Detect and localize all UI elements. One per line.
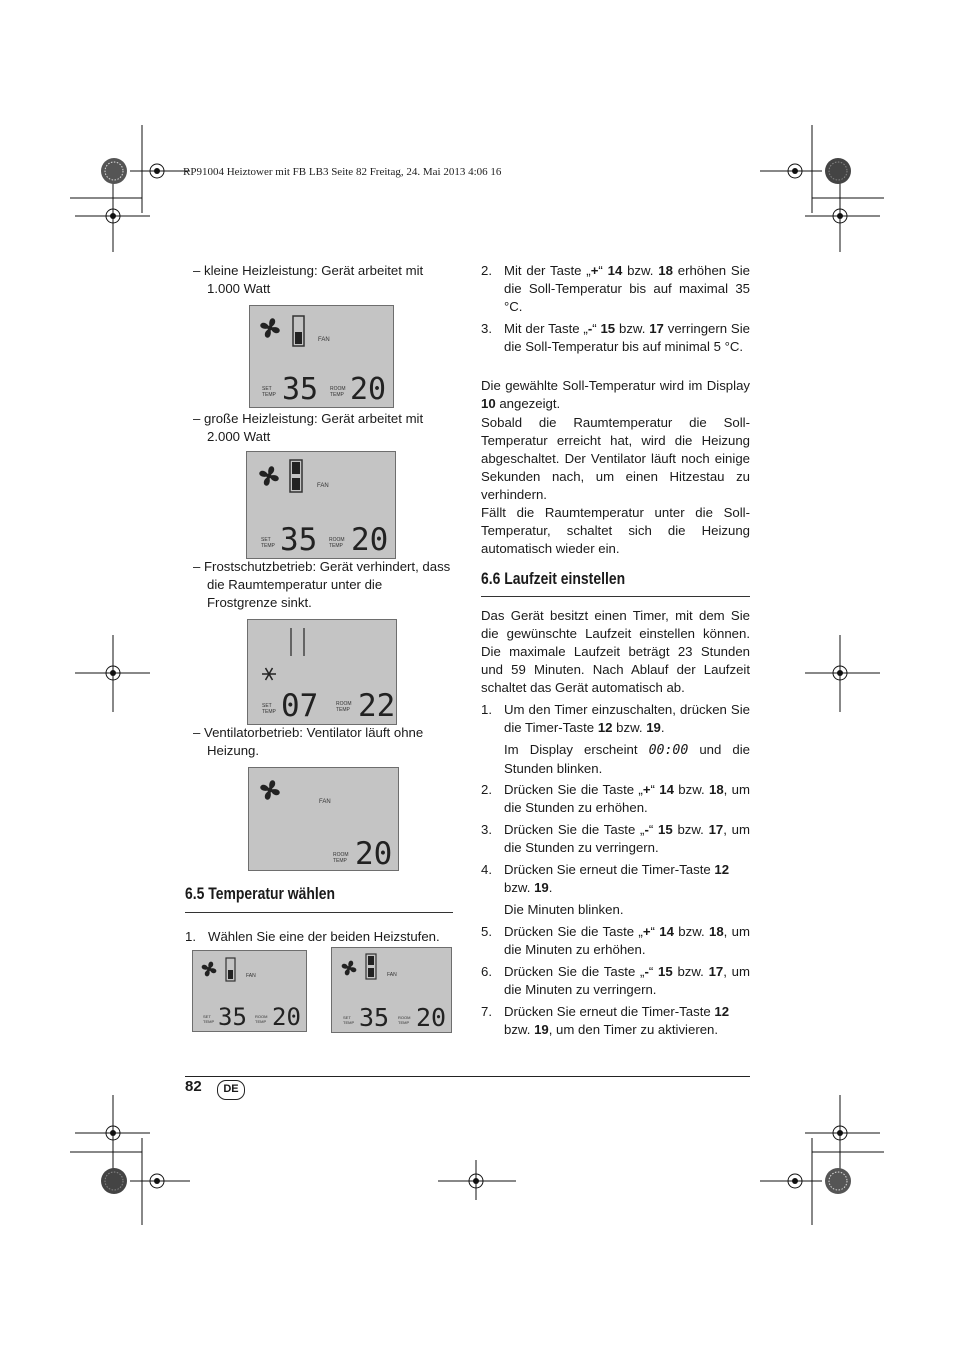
- step-hours-increase: [481, 781, 750, 817]
- step-hours-decrease: [481, 821, 750, 857]
- step-minutes-blink-note: Die Minuten blinken.: [504, 902, 624, 917]
- room-temperature-value: 20: [351, 522, 389, 558]
- language-badge: DE: [217, 1080, 245, 1100]
- paragraph-heating-off: Sobald die Raumtemperatur die Soll-Temperatur erreicht hat, wird die Heizung abgeschaltet. Der Ventilator läuft noch einige Sekunden nach, um einen Hitzestau zu verhindern.: [481, 415, 750, 502]
- room-label: ROOM: [333, 852, 349, 858]
- set-label: SET: [262, 386, 272, 392]
- step-minutes-decrease: [481, 963, 750, 999]
- step-timer-on: [481, 701, 750, 737]
- room-label: ROOM: [398, 1015, 411, 1020]
- step-increase-temperature: [481, 262, 750, 316]
- room-label-temp: TEMP: [255, 1019, 267, 1024]
- step-number: 2.: [481, 782, 492, 797]
- step-number: 7.: [481, 1004, 492, 1019]
- set-temperature-value: 35: [359, 1003, 390, 1032]
- paragraph-heating-on: Fällt die Raumtemperatur unter die Soll-Temperatur, schaltet sich die Heizung automatisch wieder ein.: [481, 505, 750, 556]
- room-temperature-value: 20: [272, 1003, 301, 1031]
- paragraph-display-shows: Die gewählte Soll-Temperatur wird im Display 10 angezeigt.: [481, 378, 750, 411]
- fan-label: FAN: [317, 483, 329, 489]
- set-label: SET: [343, 1015, 351, 1020]
- step-number: 5.: [481, 924, 492, 939]
- fan-icon: [202, 962, 217, 977]
- page-number: 82: [185, 1078, 202, 1095]
- set-label: SET: [261, 537, 271, 543]
- heat-level-icon: [226, 958, 235, 981]
- step-number: 4.: [481, 862, 492, 877]
- list-item-frost: – Frostschutzbetrieb: Gerät verhindert, dass die Raumtemperatur unter die Frostgrenze sinkt.: [193, 559, 451, 610]
- lcd-display-frost: [247, 619, 397, 725]
- step-text: Mit der Taste „+“ 14 bzw. 18 erhöhen Sie die Soll-Temperatur bis auf maximal 35 °C.: [504, 263, 750, 314]
- step-timer-activate: [481, 1003, 750, 1039]
- lcd-display-fan-only: [248, 767, 399, 871]
- step-number: 3.: [481, 822, 492, 837]
- room-label-temp: TEMP: [398, 1020, 410, 1025]
- step-text: Um den Timer einzuschalten, drücken Sie die Timer-Taste 12 bzw. 19.: [504, 702, 750, 735]
- fan-label: FAN: [387, 972, 397, 978]
- room-label-temp: TEMP: [336, 707, 350, 713]
- section-rule-6-6: [481, 596, 750, 597]
- list-item-fan-only: – Ventilatorbetrieb: Ventilator läuft ohne Heizung.: [193, 725, 424, 758]
- step-number: 6.: [481, 964, 492, 979]
- step-text: Drücken Sie erneut die Timer-Taste 12 bzw. 19.: [504, 862, 730, 895]
- section-rule-6-5: [185, 912, 453, 913]
- step-text: Drücken Sie die Taste „+“ 14 bzw. 18, um die Minuten zu erhöhen.: [504, 924, 750, 957]
- room-temperature-value: 20: [355, 836, 393, 870]
- step-choose-heat-level: [185, 928, 453, 946]
- room-label-temp: TEMP: [333, 858, 347, 864]
- step-text: Drücken Sie die Taste „-“ 15 bzw. 17, um die Minuten zu verringern.: [504, 964, 751, 997]
- step-text: Drücken Sie die Taste „+“ 14 bzw. 18, um die Stunden zu erhöhen.: [504, 782, 750, 815]
- room-label: ROOM: [329, 537, 345, 543]
- room-temperature-value: 20: [350, 372, 387, 407]
- set-label-temp: TEMP: [262, 392, 276, 398]
- lcd-display-low-heat: [249, 305, 394, 408]
- paragraph-timer-intro: Das Gerät besitzt einen Timer, mit dem Sie die gewünschte Laufzeit einstellen können. Die maximale Laufzeit beträgt 23 Stunden und 59 Minuten. Nach Ablauf der Laufzeit schaltet das Gerät automatisch ab.: [481, 608, 750, 695]
- step-decrease-temperature: [481, 320, 750, 356]
- room-label: ROOM: [336, 701, 352, 707]
- lcd-display-small-high-heat: [331, 947, 452, 1033]
- room-label-temp: TEMP: [330, 392, 344, 398]
- step-number: 3.: [481, 321, 492, 336]
- fan-label: FAN: [319, 799, 331, 805]
- set-label-temp: TEMP: [261, 543, 275, 549]
- step-text: Drücken Sie erneut die Timer-Taste 12 bzw. 19, um den Timer zu aktivieren.: [504, 1004, 730, 1037]
- step-timer-on-note: Im Display erscheint 00:00 und die Stunden blinken.: [504, 742, 750, 776]
- fan-label: FAN: [246, 973, 256, 979]
- room-label: ROOM: [255, 1014, 268, 1019]
- snowflake-icon: [262, 668, 276, 680]
- fan-icon: [260, 780, 279, 799]
- step-text: Mit der Taste „-“ 15 bzw. 17 verringern Sie die Soll-Temperatur bis auf minimal 5 °C.: [504, 321, 750, 354]
- room-temperature-value: 22: [358, 688, 396, 724]
- heat-level-icon: [366, 954, 376, 979]
- list-item-high-heat: – große Heizleistung: Gerät arbeitet mit 2.000 Watt: [193, 411, 424, 444]
- set-label-temp: TEMP: [203, 1019, 215, 1024]
- step-number: 1.: [481, 702, 492, 717]
- display-readout: 00:00: [648, 743, 689, 758]
- set-temperature-value: 35: [218, 1003, 247, 1031]
- set-label-temp: TEMP: [262, 709, 276, 715]
- fan-icon: [342, 961, 357, 976]
- step-text: Drücken Sie die Taste „-“ 15 bzw. 17, um die Stunden zu verringern.: [504, 822, 751, 855]
- step-minutes-increase: [481, 923, 750, 959]
- print-header: RP91004 Heiztower mit FB LB3 Seite 82 Freitag, 24. Mai 2013 4:06 16: [183, 166, 502, 178]
- step-number: 1.: [185, 929, 196, 944]
- step-text: Wählen Sie eine der beiden Heizstufen.: [208, 929, 440, 944]
- set-label: SET: [203, 1014, 211, 1019]
- room-temperature-value: 20: [416, 1003, 447, 1032]
- heat-level-outline-icon: [291, 628, 304, 656]
- set-label-temp: TEMP: [343, 1020, 355, 1025]
- set-label: SET: [262, 703, 272, 709]
- heat-level-icon: [290, 460, 302, 492]
- room-label-temp: TEMP: [329, 543, 343, 549]
- footer-rule: [185, 1076, 750, 1077]
- fan-label: FAN: [318, 337, 330, 343]
- heat-level-icon: [293, 316, 304, 346]
- set-temperature-value: 35: [282, 372, 319, 407]
- lcd-display-high-heat: [246, 451, 396, 559]
- section-title-6-6: 6.6 Laufzeit einstellen: [481, 569, 626, 588]
- step-number: 2.: [481, 263, 492, 278]
- fan-icon: [259, 466, 278, 485]
- set-temperature-value: 07: [281, 688, 319, 724]
- fan-icon: [260, 318, 279, 337]
- step-timer-press-again: [481, 861, 750, 897]
- list-item-low-heat: – kleine Heizleistung: Gerät arbeitet mit 1.000 Watt: [193, 263, 424, 296]
- set-temperature-value: 35: [280, 522, 318, 558]
- room-label: ROOM: [330, 386, 346, 392]
- section-title-6-5: 6.5 Temperatur wählen: [185, 884, 336, 903]
- lcd-display-small-low-heat: [192, 950, 307, 1032]
